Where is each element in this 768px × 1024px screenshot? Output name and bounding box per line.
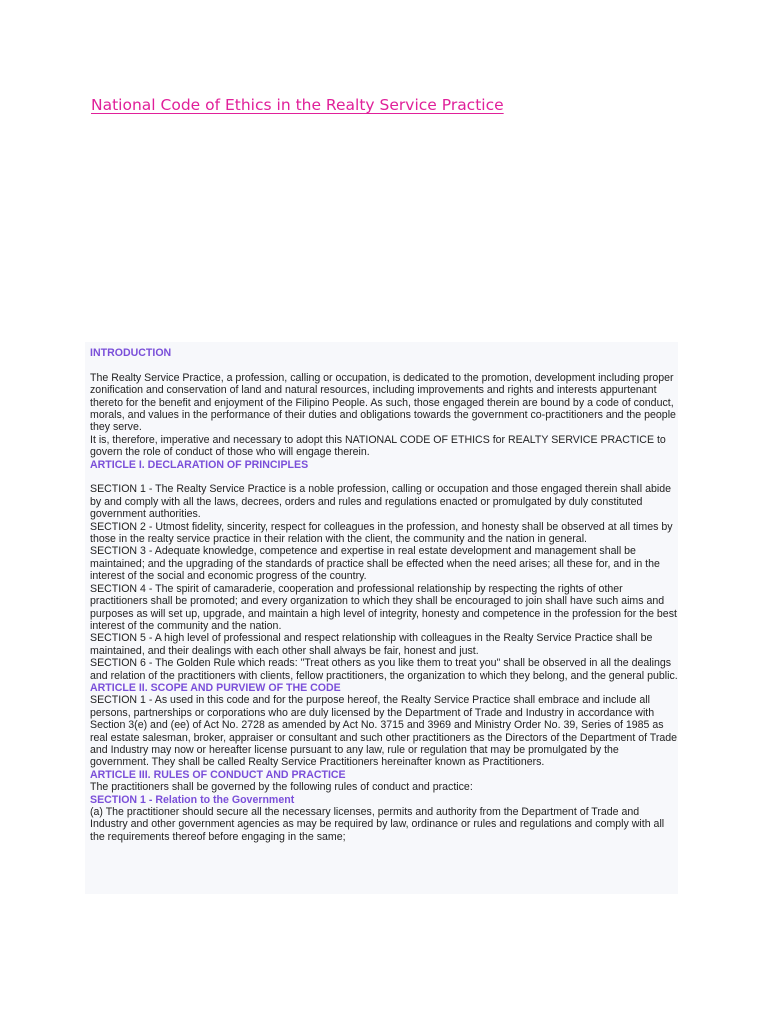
- document-title: National Code of Ethics in the Realty Service Practice: [91, 96, 504, 114]
- spacer: [90, 471, 678, 483]
- article-1-section-2: SECTION 2 - Utmost fidelity, sincerity, respect for colleagues in the profession, and honesty shall be observed at all times by those in the realty service practice in their relation with the client, the community and the nation in general.: [90, 520, 673, 546]
- spacer: [90, 359, 678, 371]
- article-1-section-5: SECTION 5 - A high level of professional and respect relationship with colleagues in the Realty Service Practice shall be maintained, and their dealings with each other shall always be fair, honest and just.: [90, 632, 653, 657]
- article-1-section-1: SECTION 1 - The Realty Service Practice is a noble profession, calling or occupation and those engaged therein shall abide by and comply with all the laws, decrees, orders and rules and regulations enacted or promulgated by duly constituted government authorities.: [90, 483, 672, 521]
- introduction-heading: INTRODUCTION: [90, 347, 172, 359]
- article-2-heading: ARTICLE II. SCOPE AND PURVIEW OF THE CODE: [90, 681, 341, 694]
- introduction-paragraph: It is, therefore, imperative and necessary to adopt this NATIONAL CODE OF ETHICS for REALTY SERVICE PRACTICE to govern the role of conduct of those who will engage therein.: [90, 433, 666, 459]
- article-2-section-1: SECTION 1 - As used in this code and for the purpose hereof, the Realty Service Practice shall embrace and include all persons, partnerships or corporations who are duly licensed by the Department of Trade and Industry in accordance with Section 3(e) and (ee) of Act No. 2728 as amended by Act No. 3715 and 3969 and Ministry Order No. 39, Series of 1985 as real estate salesman, broker, appraiser or consultant and such other practitioners as the Directors of the Department of Trade and Industry may now or hereafter license pursuant to any law, rule or regulation that may be promulgated by the government. They shall be called Realty Service Practitioners hereinafter known as Practitioners.: [90, 694, 678, 769]
- document-body: [85, 342, 678, 894]
- introduction-paragraph: The Realty Service Practice, a profession, calling or occupation, is dedicated to the promotion, development including proper zonification and conservation of land and natural resources, including improvements and rights and interests appurtenant thereto for the benefit and enjoyment of the Filipino People. As such, those engaged therein are bound by a code of conduct, morals, and values in the performance of their duties and obligations towards the government co-practitioners and the people they serve.: [90, 371, 676, 434]
- article-1-section-3: SECTION 3 - Adequate knowledge, competence and expertise in real estate development and management shall be maintained; and the upgrading of the standards of practice shall be effected when the need arises; all these for, and in the interest of the social and economic progress of the country.: [90, 545, 660, 583]
- article-1-section-4: SECTION 4 - The spirit of camaraderie, cooperation and professional relationship by respecting the rights of other practitioners shall be promoted; and every organization to which they shall be encouraged to join shall have such aims and purposes as will set up, upgrade, and maintain a high level of integrity, honesty and competence in the profession for the best interest of the community and the nation.: [90, 582, 677, 632]
- article-3-section-1-heading: SECTION 1 - Relation to the Government: [90, 793, 295, 806]
- article-3-heading: ARTICLE III. RULES OF CONDUCT AND PRACTICE: [90, 768, 346, 781]
- article-1-section-6: SECTION 6 - The Golden Rule which reads: "Treat others as you like them to treat you" shall be observed in all the dealings and relation of the practitioners with clients, fellow practitioners, the organization to which they belong, and the general public.: [90, 657, 678, 682]
- article-3-section-1-item-a: (a) The practitioner should secure all the necessary licenses, permits and authority from the Department of Trade and Industry and other government agencies as may be required by law, ordinance or rules and regulations and comply with all the requirements thereof before engaging in the same;: [90, 806, 665, 843]
- article-1-heading: ARTICLE I. DECLARATION OF PRINCIPLES: [90, 458, 309, 471]
- article-3-intro: The practitioners shall be governed by the following rules of conduct and practice:: [90, 781, 473, 794]
